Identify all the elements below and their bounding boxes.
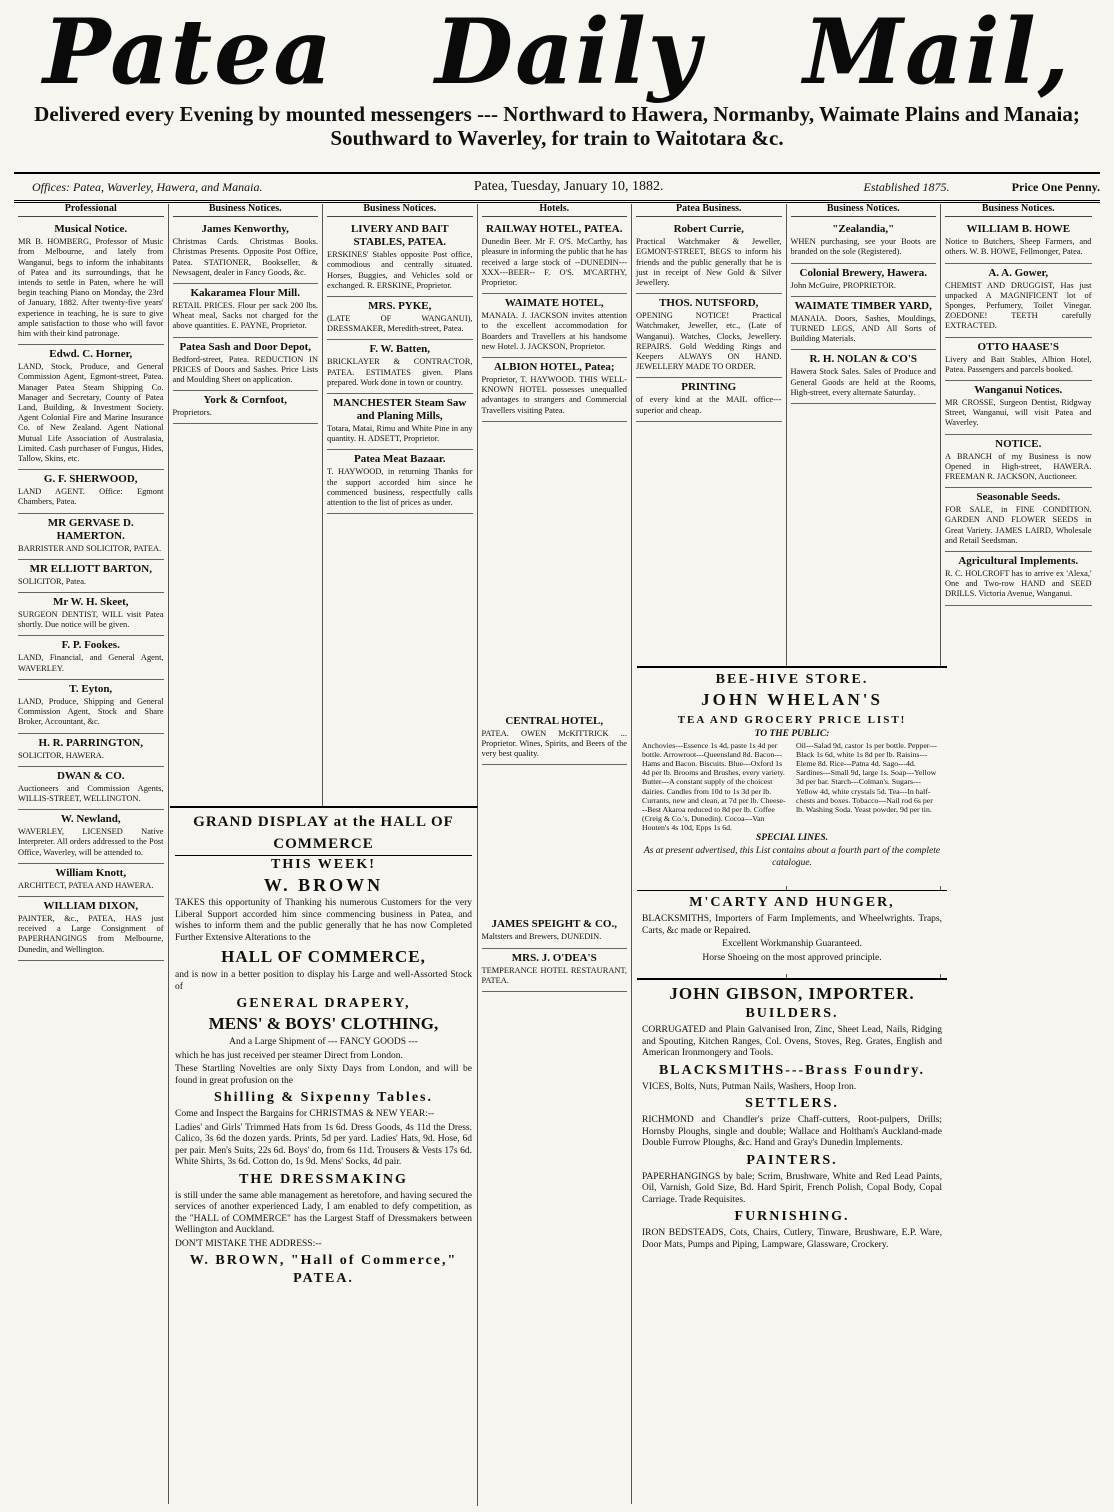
ad-body: RETAIL PRICES. Flour per sack 200 lbs. Wheat meal, Sacks not charged for the above quantities. E. PAYNE, Proprietor.	[172, 301, 318, 331]
ad-title: F. W. Batten,	[369, 343, 430, 356]
advertisement	[482, 358, 628, 422]
ad-body: T. HAYWOOD, in returning Thanks for the support accorded him since he commenced business, respectfully calls attention to the list of prices as under.	[327, 467, 473, 508]
ad-title: William Knott,	[55, 866, 127, 879]
ad-body: John McGuire, PROPRIETOR.	[790, 280, 896, 290]
ad-title: Agricultural Implements.	[958, 555, 1079, 568]
advertisement	[173, 284, 319, 338]
advertisement	[327, 220, 473, 297]
ad-body: PAINTER, &c., PATEA, HAS just received a Large Consignment of PAPERHANGINGS from Melbourne, Dunedin, and Wellington.	[18, 913, 164, 954]
ad-title: DWAN & CO.	[56, 769, 125, 782]
hall-novelties: These Startling Novelties are only Sixty Days from London, and will be found in great profusion on the	[175, 1064, 472, 1086]
column-heading: Hotels.	[482, 204, 628, 217]
ad-title: W. Newland,	[60, 813, 121, 826]
ad-title: Mr W. H. Skeet,	[52, 596, 129, 609]
special-lines: SPECIAL LINES.	[756, 832, 828, 843]
ad-title: WAIMATE HOTEL,	[504, 297, 604, 310]
ad-body: BRICKLAYER & CONTRACTOR, PATEA. ESTIMATES given. Plans prepared. Work done in town or country.	[327, 357, 473, 387]
ad-title: James Kenworthy,	[201, 223, 289, 236]
advertisement	[482, 915, 628, 948]
beehive-heading: BEE-HIVE STORE.	[715, 672, 869, 687]
title-word: Daily	[435, 0, 703, 105]
dressmaking-heading: THE DRESSMAKING	[239, 1171, 408, 1187]
hall-line: and is now in a better position to display his Large and well-Assorted Stock of	[175, 970, 472, 992]
ad-body: Proprietor, T. HAYWOOD. THIS WELL-KNOWN HOTEL possesses unequalled advantages to strangers and Commercial Travellers visiting Patea.	[481, 375, 627, 415]
advertisement	[18, 734, 164, 767]
issue-date: Patea, Tuesday, January 10, 1882.	[473, 179, 664, 194]
title-word: Mail,	[803, 0, 1072, 105]
blacksmiths-heading: BLACKSMITHS---Brass Foundry.	[658, 1062, 926, 1078]
advertisement	[482, 712, 628, 766]
ad-title: Patea Meat Bazaar.	[353, 453, 446, 466]
hall-bargains: Come and Inspect the Bargains for CHRISTMAS & NEW YEAR:--	[175, 1109, 435, 1119]
ad-body: LAND, Financial, and General Agent, WAVERLEY.	[18, 653, 164, 673]
ad-body: WHEN purchasing, see your Boots are branded on the sole (Registered).	[790, 237, 936, 257]
advertisement	[327, 340, 473, 394]
ad-title: MRS. J. O'DEA'S	[511, 951, 597, 964]
advertisement	[482, 294, 628, 358]
beehive-to-public: TO THE PUBLIC:	[754, 729, 830, 739]
ad-body: CHEMIST AND DRUGGIST, Has just unpacked A MAGNIFICENT lot of Sponges, Perfumery, Toilet Vinegar. ZOEDONE! TEETH carefully EXTRACTED.	[945, 280, 1092, 331]
ad-body: WAVERLEY, LICENSED Native Interpreter. All orders addressed to the Post Office, Waverley, will be attended to.	[18, 827, 164, 857]
ad-title: JAMES SPEIGHT & CO.,	[491, 918, 617, 931]
advertisement	[18, 345, 164, 470]
advertisement	[791, 350, 937, 404]
advertisement	[18, 864, 164, 897]
ad-body: SOLICITOR, Patea.	[18, 576, 87, 586]
advertisement	[945, 488, 1092, 552]
ad-title: G. F. SHERWOOD,	[43, 473, 138, 486]
ad-title: WILLIAM B. HOWE	[966, 223, 1071, 236]
column-hotels	[478, 204, 633, 1504]
ad-body: SURGEON DENTIST, WILL visit Patea shortly. Due notice will be given.	[18, 610, 164, 630]
furnishing-body: IRON BEDSTEADS, Cots, Chairs, Cutlery, Tinware, Brushware, E.P. Ware, Door Mats, Pumps and Piping, Lampware, Glassware, Crockery.	[642, 1228, 942, 1250]
advertisement	[18, 810, 164, 864]
ad-title: York & Cornfoot,	[203, 394, 287, 407]
advertisement	[945, 435, 1092, 489]
ad-body: Hawera Stock Sales. Sales of Produce and General Goods are held at the Rooms, High-street, every alternate Saturday.	[790, 367, 936, 397]
ad-body: Maltsters and Brewers, DUNEDIN.	[481, 932, 602, 942]
ad-title: R. H. NOLAN & CO'S	[809, 353, 918, 366]
column-heading: Patea Business.	[636, 204, 782, 217]
hall-address-label: DON'T MISTAKE THE ADDRESS:--	[175, 1238, 322, 1249]
advertisement	[945, 264, 1092, 338]
ad-body: BARRISTER AND SOLICITOR, PATEA.	[18, 543, 162, 553]
ad-body: LAND, Stock, Produce, and General Commission Agent, Egmont-street, Patea. Manager Patea Steam Shipping Co. Manager and Secretary, County of Patea Land, Building, & Investment Society. Agent Colonial Fire and Marine Insurance Co. of New Zealand. Agent National Mutual Life Association of Australasia, Limited. Cash purchaser of Fungus, Hides, Tallow, Skins, etc.	[18, 362, 164, 464]
ad-title: WAIMATE TIMBER YARD,	[794, 299, 932, 312]
beehive-list-title: TEA AND GROCERY PRICE LIST!	[677, 714, 907, 726]
hall-drapery: GENERAL DRAPERY,	[236, 996, 411, 1011]
ad-title: MR ELLIOTT BARTON,	[29, 562, 152, 575]
ad-body: MANAIA. Doors, Sashes, Mouldings, TURNED LEGS, AND All Sorts of Building Materials.	[790, 313, 936, 344]
ad-title: NOTICE.	[995, 437, 1042, 450]
ad-body: Practical Watchmaker & Jeweller, EGMONT-STREET, BEGS to inform his friends and the public generally that he is just in receipt of New Gold & Silver Jewellery.	[636, 237, 782, 288]
column-heading: Business Notices.	[327, 204, 473, 217]
advertisement	[945, 381, 1092, 435]
ad-title: Musical Notice.	[54, 223, 128, 236]
spacer	[482, 765, 628, 915]
builders-heading: BUILDERS.	[745, 1006, 839, 1021]
ad-title: Robert Currie,	[673, 223, 744, 236]
advertisement	[18, 897, 164, 961]
ad-body: LAND, Produce, Shipping and General Commission Agent, Stock and Share Broker, Accountant, &c.	[18, 696, 164, 727]
painters-heading: PAINTERS.	[746, 1152, 838, 1168]
advertisement	[18, 560, 164, 593]
hall-fancy: And a Large Shipment of --- FANCY GOODS ---	[229, 1037, 418, 1047]
john-gibson-ad	[637, 978, 947, 1506]
mccarty-body: BLACKSMITHS, Importers of Farm Implements, and Wheelwrights. Traps, Carts, &c made or Repaired.	[642, 914, 942, 936]
advertisement	[482, 949, 628, 992]
ad-title: Wanganui Notices.	[974, 384, 1063, 397]
ad-title: "Zealandia,"	[832, 223, 895, 236]
ad-title: ALBION HOTEL, Patea;	[493, 361, 615, 374]
spacer	[482, 422, 628, 712]
advertisement	[18, 636, 164, 679]
ad-body: MR CROSSE, Surgeon Dentist, Ridgway Street, Wanganui, will visit Patea and Waverley.	[945, 398, 1092, 428]
advertisement	[636, 220, 782, 294]
ad-body: A BRANCH of my Business is now Opened in High-street, HAWERA. FREEMAN R. JACKSON, Auctioneer.	[945, 451, 1092, 482]
painters-body: PAPERHANGINGS by bale; Scrim, Brushware, White and Red Lead Paints, Oil, Varnish, Gold Size, Bd. Hard Spirit, French Polish, Copal Body, Copal Carriage. Trade Requisites.	[642, 1171, 942, 1205]
ad-title: H. R. PARRINGTON,	[38, 736, 143, 749]
ad-body: FOR SALE, in FINE CONDITION. GARDEN AND FLOWER SEEDS in Great Variety. JAMES LAIRD, Wholesale and Retail Seedsman.	[945, 505, 1092, 545]
hall-name: HALL OF COMMERCE,	[221, 947, 426, 966]
advertisement	[18, 680, 164, 734]
advertisement	[482, 220, 628, 294]
advertisement	[791, 220, 937, 263]
price-list-right: Oil---Salad 9d, castor 1s per bottle. Pepper---Black 1s 6d, white 1s 8d per lb. Raisins---Eleme 8d. Rice---Patna 4d. Sago---4d. Sardines---Small 9d, large 1s. Soap---Yellow 3d per bar. Starch---Colman's. Sugars---Yellow 4d, white crystals 5d. Tea---In half-chests and boxes. Tobacco---Nail rod 6s per lb. Washing Soda. Yeast powder, 9d per tin.	[796, 740, 938, 814]
column-professional	[14, 204, 169, 1504]
gibson-heading: JOHN GIBSON, IMPORTER.	[669, 984, 915, 1003]
advertisement	[791, 264, 937, 297]
ad-body: TEMPERANCE HOTEL RESTAURANT, PATEA.	[481, 965, 627, 985]
dateline	[14, 172, 1100, 203]
hall-steamer: which he has just received per steamer Direct from London.	[175, 1050, 403, 1061]
ad-title: F. P. Fookes.	[61, 639, 120, 652]
mccarty-hunger-ad	[637, 890, 947, 974]
ad-body: ERSKINES' Stables opposite Post office, commodious and centrally situated. Horses, Buggies, and Vehicles sold or exchanged. R. ERSKINE, Proprietor.	[327, 250, 473, 290]
ad-title: PRINTING	[681, 381, 737, 394]
ad-body: Proprietors.	[172, 408, 212, 418]
advertisement	[945, 338, 1092, 381]
ad-title: THOS. NUTSFORD,	[659, 297, 759, 310]
advertisement	[945, 220, 1092, 263]
ad-body: of every kind at the MAIL office---superior and cheap.	[636, 395, 782, 415]
settlers-body: RICHMOND and Chandler's prize Chaff-cutters, Root-pulpers, Drills; Hornsby Ploughs, single and double; Wallace and Holtham's Auckland-made Double Furrow Ploughs, &c. Hand and Gray's Dunedin Implements.	[642, 1115, 942, 1148]
ad-title: WILLIAM DIXON,	[43, 899, 139, 912]
ad-body: SOLICITOR, HAWERA.	[18, 750, 104, 760]
hall-tables: Shilling & Sixpenny Tables.	[214, 1090, 433, 1105]
price-list-left: Anchovies---Essence 1s 4d, paste 1s 4d per bottle. Arrowroot---Queensland 8d. Bacon---Hams and Bacon. Biscuits. Blue---Oxford 1s 4d per lb. Brooms and Brushes, every variety. Butter---A constant supply of the choicest dairies. Candles from 10d to 1s 3d per lb. Currants, new and clean, at 7d per lb. Cheese---Best Akaroa reduced to 8d per lb. Coffee (Creig & Co.'s, Dunedin). Cocoa---Van Houten's 4s 10d, Epps 1s 6d.	[642, 740, 786, 833]
mccarty-shoeing: Horse Shoeing on the most approved principle.	[702, 952, 882, 963]
advertisement	[173, 391, 319, 424]
hall-price-list: Ladies' and Girls' Trimmed Hats from 1s 6d. Dress Goods, 4s 11d the Dress. Calico, 3s 6d the dozen yards. Prints, 5d per yard. Ladies' Hats, 9d. Hose, 6d per pair. Men's Suits, 22s 6d. Boys' do, from 6s 11d. Trousers & Vests 17s 6d. White Shirts, 3s 6d. Cotton do, 1s 9d. Mens' Socks, 4d pair.	[175, 1122, 472, 1167]
advertisement	[945, 552, 1092, 606]
ad-body: Notice to Butchers, Sheep Farmers, and others. W. B. HOWE, Fellmonger, Patea.	[945, 237, 1092, 257]
hall-signature: W. BROWN, "Hall of Commerce," PATEA.	[189, 1253, 458, 1286]
ad-title: RAILWAY HOTEL, PATEA.	[485, 223, 623, 236]
advertisement	[173, 220, 319, 284]
ad-title: Seasonable Seeds.	[976, 491, 1061, 504]
settlers-heading: SETTLERS.	[745, 1096, 839, 1111]
column-heading: Business Notices.	[945, 204, 1092, 217]
ad-title: Colonial Brewery, Hawera.	[799, 266, 927, 279]
price: Price One Penny.	[1011, 179, 1100, 194]
mccarty-guarantee: Excellent Workmanship Guaranteed.	[722, 939, 862, 949]
hall-banner: GRAND DISPLAY at the HALL OF COMMERCE	[175, 811, 472, 856]
advertisement	[18, 767, 164, 810]
dressmaking-body: is still under the same able management as heretofore, and having secured the services of another experienced Lady, I am enabled to defy competition, as the "HALL of COMMERCE" has the Largest Staff of Dressmakers between Wellington and Auckland.	[175, 1190, 472, 1235]
hall-intro: TAKES this opportunity of Thanking his numerous Customers for the very Liberal Support accorded him since commencing business in Patea, and wishes to inform them and the public generally that he has now Completed Further Extensive Alterations to the	[175, 898, 472, 943]
column-business-4	[941, 204, 1096, 1504]
newspaper-title	[0, 0, 1114, 105]
ad-title: Edwd. C. Horner,	[49, 348, 133, 361]
advertisement	[18, 470, 164, 513]
advertisement	[18, 514, 164, 560]
column-heading: Business Notices.	[791, 204, 937, 217]
blacksmiths-body: VICES, Bolts, Nuts, Putman Nails, Washers, Hoop Iron.	[642, 1081, 857, 1092]
ad-title: MANCHESTER Steam Saw and Planing Mills,	[333, 397, 467, 423]
furnishing-heading: FURNISHING.	[734, 1209, 850, 1224]
advertisement	[18, 220, 164, 345]
builders-body: CORRUGATED and Plain Galvanised Iron, Zinc, Sheet Lead, Nails, Ridging and Spouting, Kitchen Ranges, Col. Ovens, Stoves, Reg. Grates, English and American Ironmongery and Tools.	[642, 1025, 942, 1058]
ad-title: A. A. Gower,	[988, 266, 1049, 279]
advertisement	[327, 394, 473, 450]
delivery-subtitle: Delivered every Evening by mounted messengers --- Northward to Hawera, Normanby, Waimate Plains and Manaia; Southward to Waverley, for train to Waitotara &c.	[34, 102, 1080, 150]
advertisement	[636, 378, 782, 421]
hall-of-commerce-ad	[170, 806, 478, 1506]
ad-body: PATEA. OWEN McKITTRICK ... Proprietor. Wines, Spirits, and Beers of the very best quality.	[481, 728, 627, 759]
ad-title: LIVERY AND BAIT STABLES, PATEA.	[350, 223, 449, 249]
ad-title: T. Eyton,	[69, 682, 113, 695]
advertisement	[791, 297, 937, 351]
ad-body: Totara, Matai, Rimu and White Pine in any quantity. H. ADSETT, Proprietor.	[327, 424, 473, 444]
ad-body: Dunedin Beer. Mr F. O'S. McCarthy, has pleasure in informing the public that he has received a large stock of --DUNEDIN---XXX---BEER-- F. O'S. M'CARTHY, Proprietor.	[481, 237, 627, 288]
offices: Offices: Patea, Waverley, Hawera, and Manaia.	[32, 179, 263, 194]
hall-this-week: THIS WEEK!	[271, 857, 376, 872]
ad-title: Patea Sash and Door Depot,	[179, 340, 311, 353]
beehive-note: As at present advertised, this List contains about a fourth part of the complete catalogue.	[643, 846, 941, 868]
advertisement	[636, 294, 782, 378]
ad-title: CENTRAL HOTEL,	[505, 714, 604, 727]
ad-body: Auctioneers and Commission Agents, WILLIS-STREET, WELLINGTON.	[18, 783, 164, 803]
hall-clothing: MENS' & BOYS' CLOTHING,	[208, 1014, 439, 1033]
ad-body: ARCHITECT, PATEA AND HAWERA.	[18, 880, 154, 890]
title-word: Patea	[42, 0, 334, 105]
ad-body: Livery and Bait Stables, Albion Hotel, Patea. Passengers and parcels booked.	[945, 354, 1092, 374]
advertisement	[18, 593, 164, 636]
ad-title: Kakaramea Flour Mill.	[190, 287, 300, 300]
established: Established 1875.	[863, 179, 950, 194]
ad-body: MANAIA. J. JACKSON invites attention to the excellent accommodation for Boarders and Travellers at his handsome new Hotel. J. JACKSON, Proprietor.	[481, 311, 627, 351]
ad-body: Bedford-street, Patea. REDUCTION IN PRICES of Doors and Sashes. Price Lists and Moulding Sheet on application.	[172, 354, 318, 385]
column-heading: Professional	[18, 204, 164, 217]
ad-title: MRS. PYKE,	[368, 300, 432, 313]
advertisement	[327, 297, 473, 340]
beehive-owner: JOHN WHELAN'S	[701, 690, 883, 709]
ad-body: MR B. HOMBERG, Professor of Music from Melbourne, and lately from Wanganui, begs to inform the inhabitants of Patea and its surroundings, that he intends to settle in Paten, where he will begin teaching Piano on Monday, the 23rd of January, 1882. After twenty-five years' experience in teaching, he is sure to give ample satisfaction to those who will favor him with their kind patronage.	[18, 237, 164, 339]
advertisement	[327, 450, 473, 514]
ad-title: MR GERVASE D. HAMERTON.	[47, 516, 134, 542]
ad-body: (LATE OF WANGANUI), DRESSMAKER, Meredith-street, Patea.	[327, 314, 473, 334]
beehive-store-ad	[637, 666, 947, 886]
column-heading: Business Notices.	[173, 204, 319, 217]
ad-body: OPENING NOTICE! Practical Watchmaker, Jeweller, etc., (Late of Wanganui). Watches, Clocks, Jewellery. REPAIRS. Gold Wedding Rings and Keepers ALWAYS ON HAND. JEWELLERY MADE TO ORDER.	[636, 311, 782, 372]
ad-body: Christmas Cards. Christmas Books. Christmas Presents. Opposite Post Office, Patea. STATIONER, Bookseller, & Newsagent, dealer in Fancy Goods, &c.	[172, 237, 318, 277]
beehive-price-list	[642, 741, 942, 833]
hall-merchant-name: W. BROWN	[263, 875, 384, 895]
advertisement	[173, 338, 319, 392]
ad-body: R. C. HOLCROFT has to arrive ex 'Alexa,' One and Two-row HAND and SEED DRILLS. Victoria Avenue, Wanganui.	[945, 569, 1092, 599]
ad-body: LAND AGENT. Office: Egmont Chambers, Patea.	[18, 487, 164, 507]
ad-title: OTTO HAASE'S	[977, 340, 1059, 353]
mccarty-heading: M'CARTY AND HUNGER,	[689, 895, 895, 910]
masthead	[0, 0, 1114, 150]
